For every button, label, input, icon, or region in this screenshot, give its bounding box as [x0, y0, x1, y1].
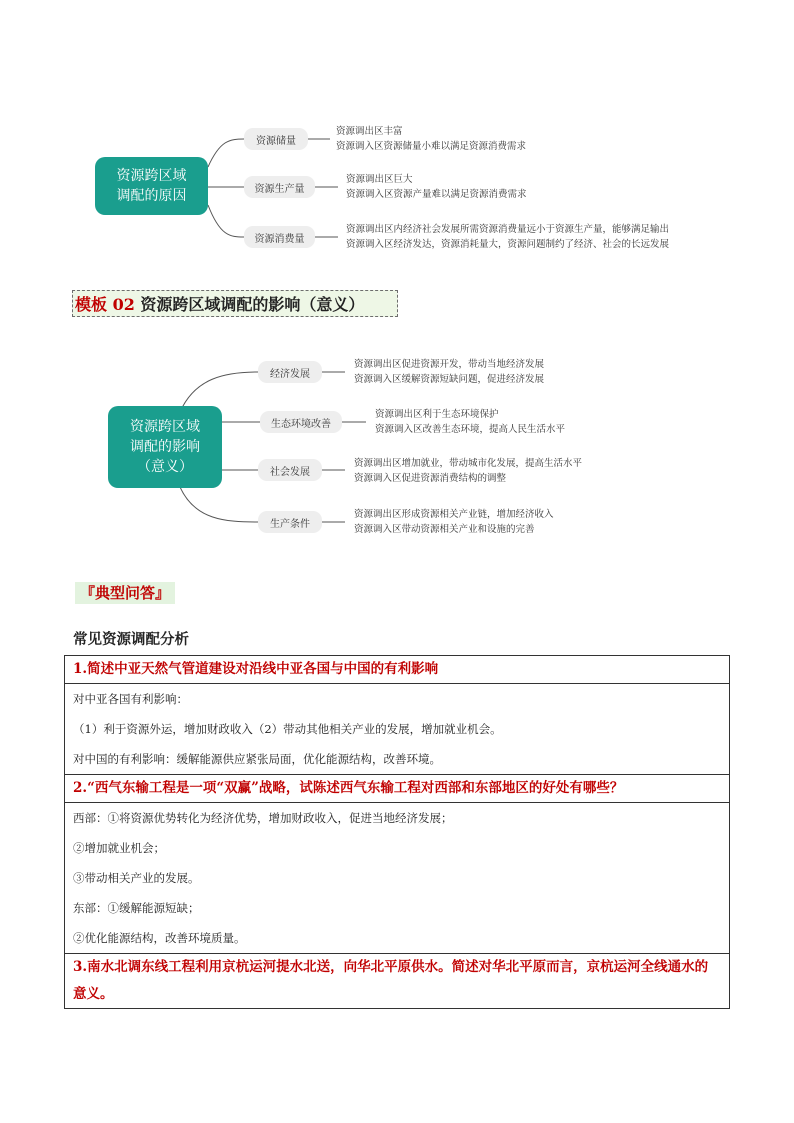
question-2: 2.“西气东输工程是一项“双赢”战略，试陈述西气东输工程对西部和东部地区的好处有哪些？ — [65, 775, 730, 803]
template-heading-text: 资源跨区域调配的影响（意义） — [140, 295, 365, 314]
template-number: 模板 02 — [75, 295, 141, 314]
mindmap-1-detail: 资源调出区巨大 资源调入区资源产量难以满足资源消费需求 — [346, 174, 527, 200]
answer-line: （1）利于资源外运，增加财政收入（2）带动其他相关产业的发展，增加就业机会。 — [73, 722, 502, 736]
answer-line: 西部：①将资源优势转化为经济优势，增加财政收入，促进当地经济发展； — [73, 811, 453, 825]
mindmap-1-branch-consumption: 资源消费量 — [244, 226, 315, 248]
question-row — [65, 775, 730, 803]
mindmap-2-root: 资源跨区域 调配的影响 （意义） — [108, 406, 222, 488]
mindmap-2-detail: 资源调出区形成资源相关产业链，增加经济收入 资源调入区带动资源相关产业和设施的完善 — [354, 509, 554, 535]
question-1: 1.简述中亚天然气管道建设对沿线中亚各国与中国的有利影响 — [65, 656, 730, 684]
answer-line: ③带动相关产业的发展。 — [73, 871, 200, 885]
qa-table — [64, 655, 730, 1009]
mindmap-2-branch-economy: 经济发展 — [258, 361, 322, 383]
mindmap-2-branch-production: 生产条件 — [258, 511, 322, 533]
mindmap-2-detail: 资源调出区增加就业，带动城市化发展，提高生活水平 资源调入区促进资源消费结构的调整 — [354, 458, 583, 484]
answer-line: 对中国的有利影响：缓解能源供应紧张局面，优化能源结构，改善环境。 — [73, 752, 441, 766]
answer-line: 东部：①缓解能源短缺； — [73, 901, 200, 915]
mindmap-1-detail: 资源调出区丰富 资源调入区资源储量小难以满足资源消费需求 — [336, 126, 527, 152]
answer-line: ②优化能源结构，改善环境质量。 — [73, 931, 246, 945]
typical-qa-badge: 『典型问答』 — [75, 582, 175, 604]
template-heading — [72, 290, 398, 317]
answer-row — [65, 803, 730, 954]
answer-1 — [65, 684, 730, 775]
mindmap-1-detail: 资源调出区内经济社会发展所需资源消费量远小于资源生产量，能够满足输出 资源调入区经济发达，资源消耗量大，资源问题制约了经济、社会的长远发展 — [346, 224, 670, 250]
answer-row — [65, 684, 730, 775]
mindmap-2-branch-ecology: 生态环境改善 — [260, 411, 342, 433]
mindmap-1-root: 资源跨区域 调配的原因 — [95, 157, 208, 215]
answer-2 — [65, 803, 730, 954]
mindmap-2-detail: 资源调出区利于生态环境保护 资源调入区改善生态环境，提高人民生活水平 — [375, 409, 566, 435]
section-title: 常见资源调配分析 — [73, 631, 189, 648]
question-row — [65, 656, 730, 684]
mindmap-2-branch-society: 社会发展 — [258, 459, 322, 481]
answer-line: 对中亚各国有利影响： — [73, 692, 188, 706]
mindmap-1-branch-reserves: 资源储量 — [244, 128, 308, 150]
mindmap-1-branch-production: 资源生产量 — [244, 176, 315, 198]
mindmap-2-detail: 资源调出区促进资源开发，带动当地经济发展 资源调入区缓解资源短缺问题，促进经济发展 — [354, 359, 545, 385]
question-row — [65, 954, 730, 1009]
question-3: 3.南水北调东线工程利用京杭运河提水北送，向华北平原供水。简述对华北平原而言，京杭运河全线通水的意义。 — [65, 954, 730, 1009]
answer-line: ②增加就业机会； — [73, 841, 165, 855]
